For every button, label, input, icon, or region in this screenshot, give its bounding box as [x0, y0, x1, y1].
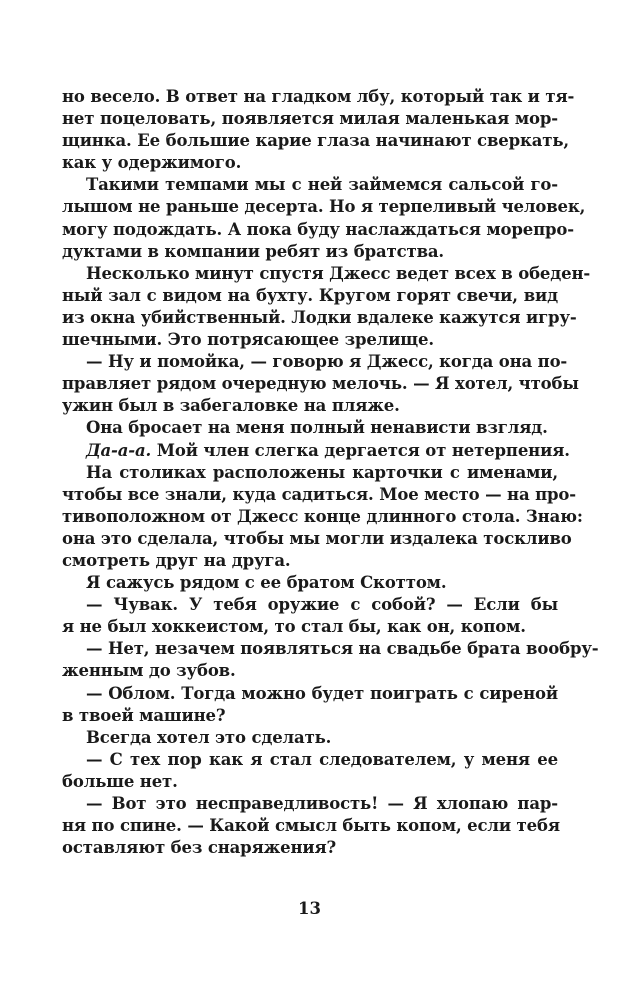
line-text: шечными. Это потрясающее зрелище. [62, 330, 434, 350]
text-line [62, 572, 558, 594]
text-line [62, 815, 558, 837]
line-text: смотреть друг на друга. [62, 550, 291, 570]
line-text: Такими темпами мы с ней займемся сальсой го- [86, 175, 558, 195]
line-text: ный зал с видом на бухту. Кругом горят свечи, вид [62, 285, 558, 305]
line-text: Я сажусь рядом с ее братом Скоттом. [86, 573, 447, 593]
text-line [62, 417, 558, 439]
text-line [62, 130, 570, 152]
text-line [62, 749, 558, 771]
line-text: но весело. В ответ на гладком лбу, который так и тя- [62, 87, 575, 106]
text-line [62, 263, 591, 285]
text-line [62, 329, 558, 351]
text-line [62, 351, 568, 373]
line-text: больше нет. [62, 771, 178, 791]
line-text: Она бросает на меня полный ненависти взгляд. [86, 418, 548, 438]
line-text: ужин был в забегаловке на пляже. [62, 396, 400, 416]
text-line [62, 241, 558, 263]
text-line [62, 285, 558, 307]
line-text: в твоей машине? [62, 705, 226, 725]
line-text: — Чувак. У тебя оружие с собой? — Если бы [86, 595, 558, 615]
line-text: лышом не раньше десерта. Но я терпеливый человек, [62, 197, 586, 217]
text-line [62, 660, 558, 682]
line-text: она это сделала, чтобы мы могли издалека тоскливо [62, 528, 572, 548]
page-number: 13 [298, 899, 321, 918]
text-line [62, 837, 558, 859]
line-text: — Нет, незачем появляться на свадьбе брата вообру- [86, 639, 599, 659]
italic-text: Да-а-а. [86, 440, 152, 460]
text-line [62, 727, 558, 749]
text-line [62, 462, 558, 484]
line-text: дуктами в компании ребят из братства. [62, 241, 445, 261]
line-text: правляет рядом очередную мелочь. — Я хотел, чтобы [62, 374, 579, 394]
text-line [62, 771, 558, 793]
text-line [62, 108, 558, 130]
text-line [62, 219, 574, 241]
text-line [62, 373, 579, 395]
line-text: — Ну и помойка, — говорю я Джесс, когда она по- [86, 352, 568, 372]
line-text: чтобы все знали, куда садиться. Мое место — на про- [62, 484, 576, 504]
text-line [62, 152, 558, 174]
text-line [62, 196, 586, 218]
line-text: Всегда хотел это сделать. [86, 727, 332, 747]
line-text: ня по спине. — Какой смысл быть копом, если тебя [62, 816, 560, 836]
line-text: оставляют без снаряжения? [62, 838, 337, 858]
line-text: могу подождать. А пока буду наслаждаться морепро- [62, 219, 574, 239]
text-line [62, 638, 599, 660]
text-line [62, 174, 558, 196]
text-line [62, 683, 558, 705]
line-text: тивоположном от Джесс конце длинного стола. Знаю: [62, 506, 583, 526]
text-line [62, 616, 558, 638]
text-line [62, 594, 558, 616]
text-line [62, 793, 558, 815]
line-text: как у одержимого. [62, 153, 242, 173]
line-text: — Вот это несправедливость! — Я хлопаю пар- [86, 794, 558, 813]
line-text: — С тех пор как я стал следователем, у меня ее [86, 749, 558, 769]
line-text: — Облом. Тогда можно будет поиграть с сиреной [86, 683, 558, 703]
text-line [62, 86, 575, 108]
text-line [62, 506, 583, 528]
text-line [62, 550, 558, 572]
text-line [62, 307, 577, 329]
line-text: из окна убийственный. Лодки вдалеке кажутся игру- [62, 307, 577, 327]
line-text: Несколько минут спустя Джесс ведет всех в обеден- [86, 263, 591, 283]
body-text [62, 86, 599, 859]
line-text: нет поцеловать, появляется милая маленькая мор- [62, 109, 558, 129]
text-line [62, 484, 576, 506]
line-text: щинка. Ее большие карие глаза начинают сверкать, [62, 131, 570, 151]
text-line [62, 528, 572, 550]
line-text: Мой член слегка дергается от нетерпения. [151, 440, 570, 460]
text-line [62, 395, 558, 417]
text-line [62, 440, 570, 462]
line-text: женным до зубов. [62, 661, 236, 681]
line-text: я не был хоккеистом, то стал бы, как он, копом. [62, 617, 526, 637]
line-text: На столиках расположены карточки с именами, [86, 462, 558, 482]
text-line [62, 705, 558, 727]
